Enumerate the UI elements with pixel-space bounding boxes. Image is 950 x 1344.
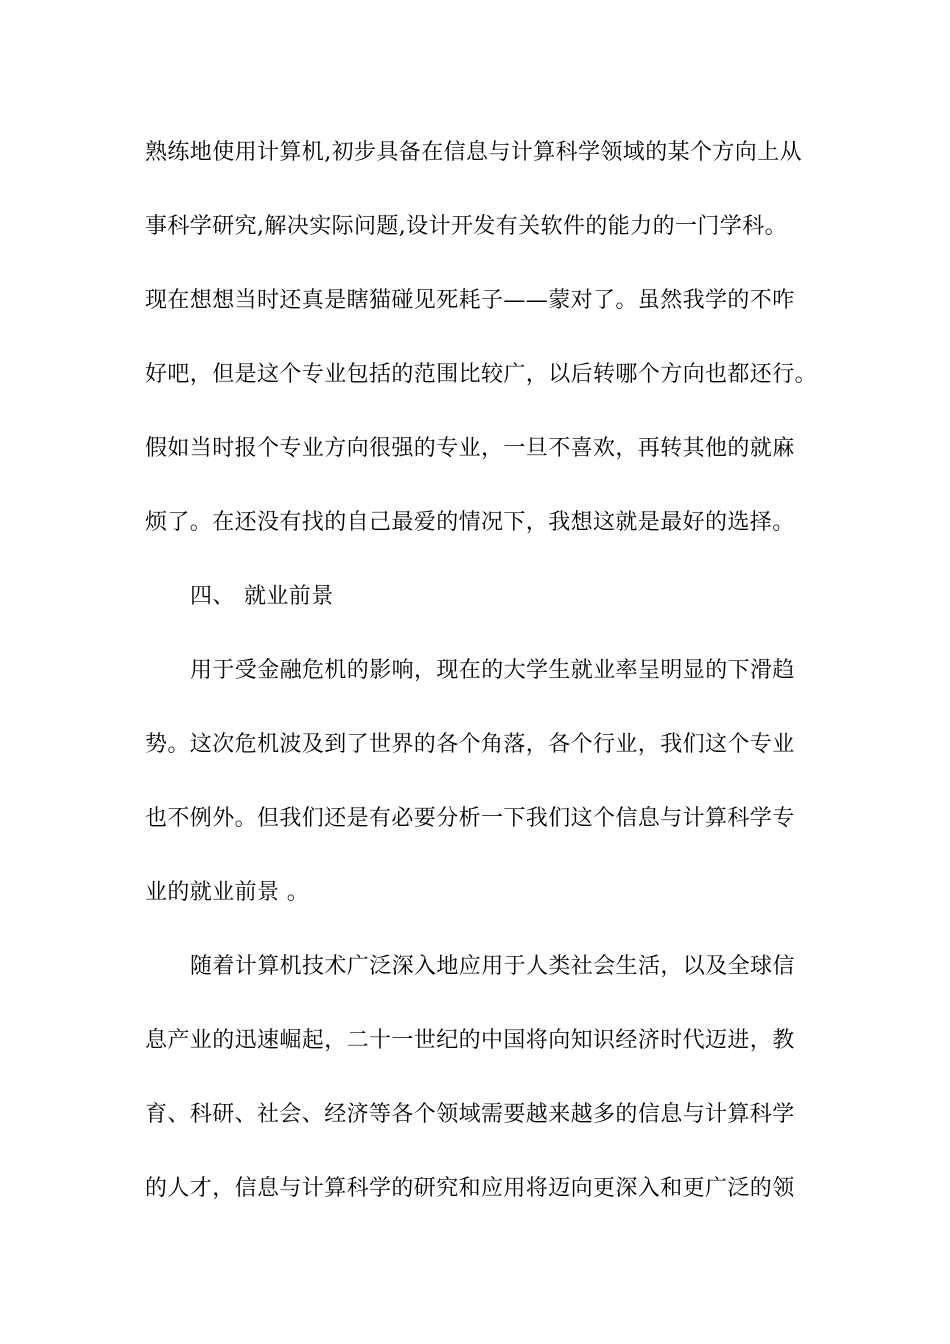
text-line: 势。这次危机波及到了世界的各个角落，各个行业，我们这个专业 — [145, 732, 795, 757]
section-title: 就业前景 — [244, 584, 334, 609]
text-line: 随着计算机技术广泛深入地应用于人类社会生活，以及全球信 — [190, 954, 795, 979]
text-line: 现在想想当时还真是瞎猫碰见死耗子——蒙对了。虽然我学的不咋 — [145, 288, 795, 313]
text-line: 息产业的迅速崛起，二十一世纪的中国将向知识经济时代迈进，教 — [145, 1028, 795, 1053]
text-line: 好吧，但是这个专业包括的范围比较广，以后转哪个方向也都还行。 — [145, 362, 818, 387]
text-line: 业的就业前景 。 — [145, 880, 310, 905]
text-line: 育、科研、社会、经济等各个领域需要越来越多的信息与计算科学 — [145, 1102, 795, 1127]
text-line: 假如当时报个专业方向很强的专业，一旦不喜欢，再转其他的就麻 — [145, 436, 795, 461]
text-line: 烦了。在还没有找的自己最爱的情况下，我想这就是最好的选择。 — [145, 510, 795, 535]
text-line: 用于受金融危机的影响，现在的大学生就业率呈明显的下滑趋 — [190, 658, 795, 683]
text-line: 的人才，信息与计算科学的研究和应用将迈向更深入和更广泛的领 — [145, 1176, 795, 1201]
section-heading — [190, 582, 890, 612]
text-line: 熟练地使用计算机,初步具备在信息与计算科学领域的某个方向上从 — [145, 140, 802, 165]
text-line: 事科学研究,解决实际问题,设计开发有关软件的能力的一门学科。 — [145, 214, 787, 239]
text-line: 也不例外。但我们还是有必要分析一下我们这个信息与计算科学专 — [145, 806, 795, 831]
section-number: 四、 — [190, 584, 235, 609]
